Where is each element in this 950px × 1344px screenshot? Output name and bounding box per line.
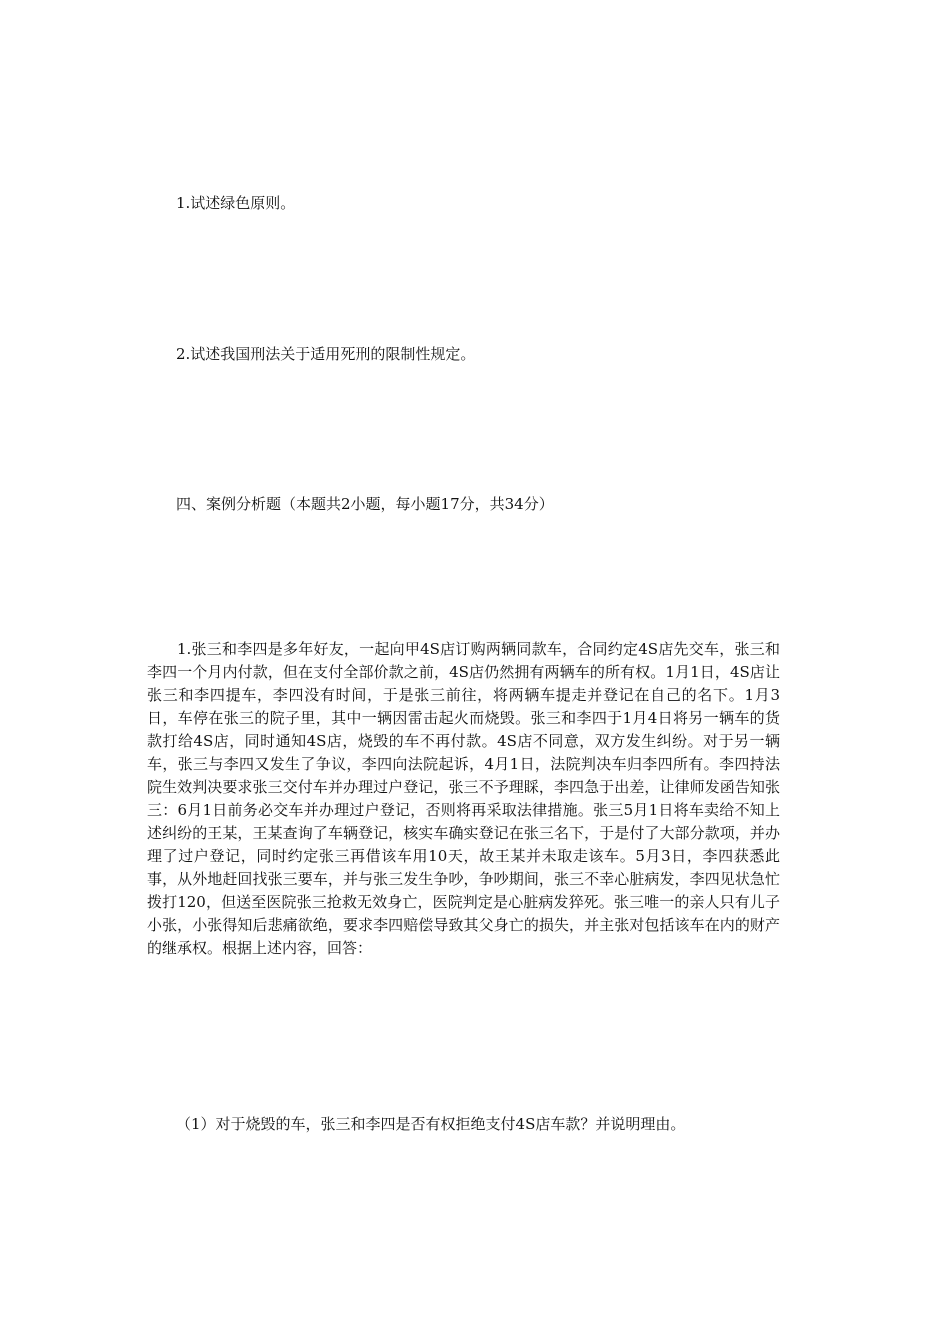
essay-question-1: 1.试述绿色原则。: [176, 194, 296, 212]
case-1-text: 1.张三和李四是多年好友，一起向甲4S店订购两辆同款车，合同约定4S店先交车，张三和李四一个月内付款，但在支付全部价款之前，4S店仍然拥有两辆车的所有权。1月1日，4S店让张三和李四提车，李四没有时间，于是张三前往，将两辆车提走并登记在自己的名下。1月3日，车停在张三的院子里，其中一辆因雷击起火而烧毁。张三和李四于1月4日将另一辆车的货款打给4S店，同时通知4S店，烧毁的车不再付款。4S店不同意，双方发生纠纷。对于另一辆车，张三与李四又发生了争议，李四向法院起诉，4月1日，法院判决车归李四所有。李四持法院生效判决要求张三交付车并办理过户登记，张三不予理睬，李四急于出差，让律师发函告知张三：6月1日前务必交车并办理过户登记，否则将再采取法律措施。张三5月1日将车卖给不知上述纠纷的王某，王某查询了车辆登记，核实车确实登记在张三名下，于是付了大部分款项，并办理了过户登记，同时约定张三再借该车用10天，故王某并未取走该车。5月3日，李四获悉此事，从外地赶回找张三要车，并与张三发生争吵，争吵期间，张三不幸心脏病发，李四见状急忙拨打120，但送至医院张三抢救无效身亡，医院判定是心脏病发猝死。张三唯一的亲人只有儿子小张，小张得知后悲痛欲绝，要求李四赔偿导致其父身亡的损失，并主张对包括该车在内的财产的继承权。根据上述内容，回答：: [147, 640, 780, 957]
section-heading-case-analysis: 四、案例分析题（本题共2小题，每小题17分，共34分）: [176, 495, 554, 513]
case-1-sub-question-1: （1）对于烧毁的车，张三和李四是否有权拒绝支付4S店车款？并说明理由。: [176, 1115, 686, 1133]
essay-question-2: 2.试述我国刑法关于适用死刑的限制性规定。: [176, 345, 476, 363]
